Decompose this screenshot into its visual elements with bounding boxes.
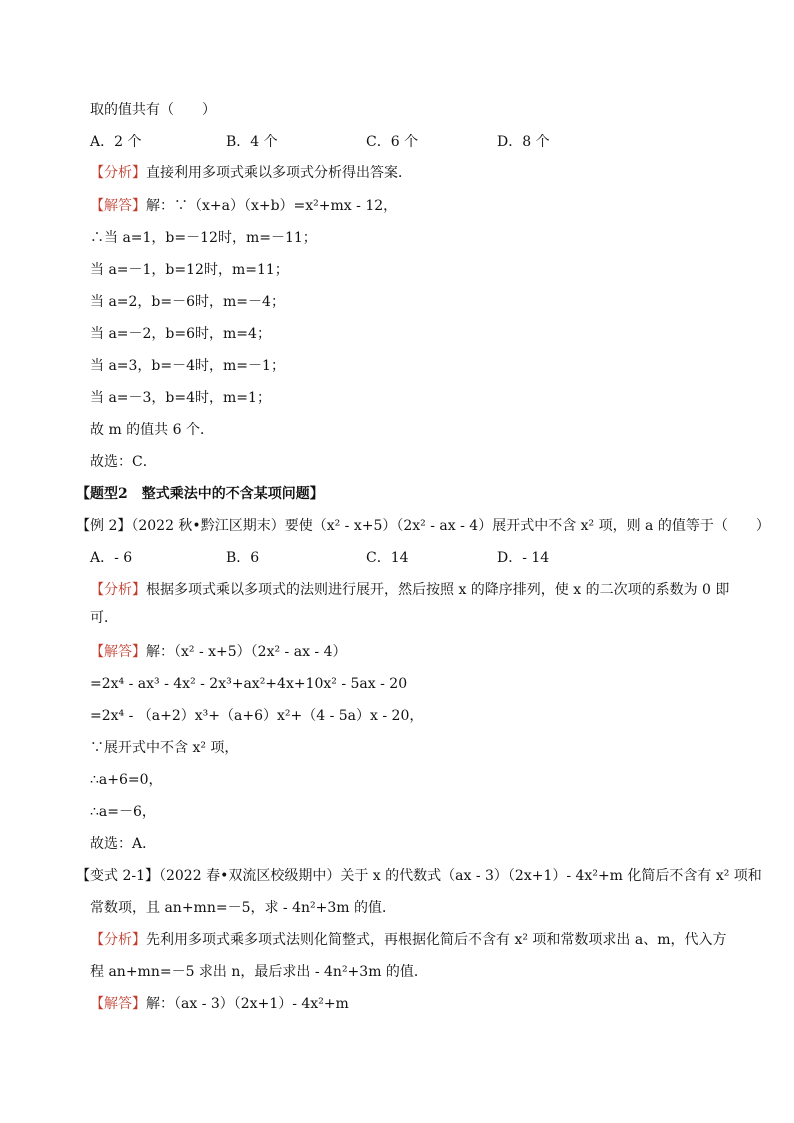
option-d: D．8 个 xyxy=(497,134,550,150)
section-heading: 【题型2 整式乘法中的不含某项问题】 xyxy=(76,486,324,502)
option-d: D．- 14 xyxy=(497,550,550,566)
analysis-continuation: 程 an+mn=－5 求出 n，最后求出 - 4n²+3m 的值． xyxy=(90,964,428,980)
solution-line xyxy=(90,994,349,1014)
answer-choice: 故选：A． xyxy=(90,836,157,852)
option-b: B．4 个 xyxy=(226,134,278,150)
analysis-line xyxy=(90,163,412,183)
analysis-tag: 【分析】 xyxy=(90,582,146,598)
solution-text: 解：（ax - 3）（2x+1）- 4x²+m xyxy=(146,996,349,1012)
option-c: C．6 个 xyxy=(366,134,419,150)
solution-step: 当 a=3，b=－4时，m=－1； xyxy=(90,358,285,374)
analysis-text: 根据多项式乘以多项式的法则进行展开，然后按照 x 的降序排列，使 x 的二次项的系数为 0 即 xyxy=(146,582,730,598)
solution-step: 当 a=－3，b=4时，m=1； xyxy=(90,390,271,406)
solution-step: =2x⁴ - ax³ - 4x² - 2x³+ax²+4x+10x² - 5ax - 20 xyxy=(90,676,408,692)
option-c: C．14 xyxy=(366,550,409,566)
solution-tag: 【解答】 xyxy=(90,198,146,214)
option-b: B．6 xyxy=(226,550,260,566)
option-a: A．- 6 xyxy=(90,550,133,566)
analysis-text: 先利用多项式乘多项式法则化简整式，再根据化简后不含有 x² 项和常数项求出 a、m，代入方 xyxy=(146,932,727,948)
analysis-text: 直接利用多项式乘以多项式分析得出答案． xyxy=(146,165,412,181)
solution-step: 当 a=2，b=－6时，m=－4； xyxy=(90,294,285,310)
solution-step: 故 m 的值共 6 个． xyxy=(90,422,214,438)
solution-line xyxy=(90,196,397,216)
solution-step: ∴a=－6， xyxy=(90,804,156,820)
question-stem-tail: 取的值共有（ ） xyxy=(90,102,216,118)
analysis-continuation: 可． xyxy=(90,610,118,626)
variant-question-continuation: 常数项，且 an+mn=－5，求 - 4n²+3m 的值． xyxy=(90,900,397,916)
answer-choice: 故选：C． xyxy=(90,454,157,470)
analysis-tag: 【分析】 xyxy=(90,165,146,181)
solution-step: 当 a=－2，b=6时，m=4； xyxy=(90,326,271,342)
solution-text: 解：（x² - x+5）（2x² - ax - 4） xyxy=(146,644,347,660)
solution-step: =2x⁴ - （a+2）x³+（a+6）x²+（4 - 5a）x - 20， xyxy=(90,708,424,724)
solution-tag: 【解答】 xyxy=(90,644,146,660)
example-question: 【例 2】（2022 秋•黔江区期末）要使（x² - x+5）（2x² - ax - 4）展开式中不含 x² 项，则 a 的值等于（ ） xyxy=(76,518,770,534)
solution-step: ∴当 a=1，b=－12时，m=－11； xyxy=(90,230,317,246)
solution-text: 解：∵（x+a）（x+b）=x²+mx - 12， xyxy=(146,198,398,214)
analysis-line xyxy=(90,930,726,950)
variant-question: 【变式 2-1】（2022 春•双流区校级期中）关于 x 的代数式（ax - 3）（2x+1）- 4x²+m 化简后不含有 x² 项和 xyxy=(76,868,762,884)
solution-tag: 【解答】 xyxy=(90,996,146,1012)
solution-step: 当 a=－1，b=12时，m=11； xyxy=(90,262,289,278)
analysis-tag: 【分析】 xyxy=(90,932,146,948)
option-a: A．2 个 xyxy=(90,134,142,150)
solution-step: ∴a+6=0， xyxy=(90,772,163,788)
analysis-line xyxy=(90,580,729,600)
solution-line xyxy=(90,642,347,662)
solution-step: ∵展开式中不含 x² 项， xyxy=(90,740,239,756)
